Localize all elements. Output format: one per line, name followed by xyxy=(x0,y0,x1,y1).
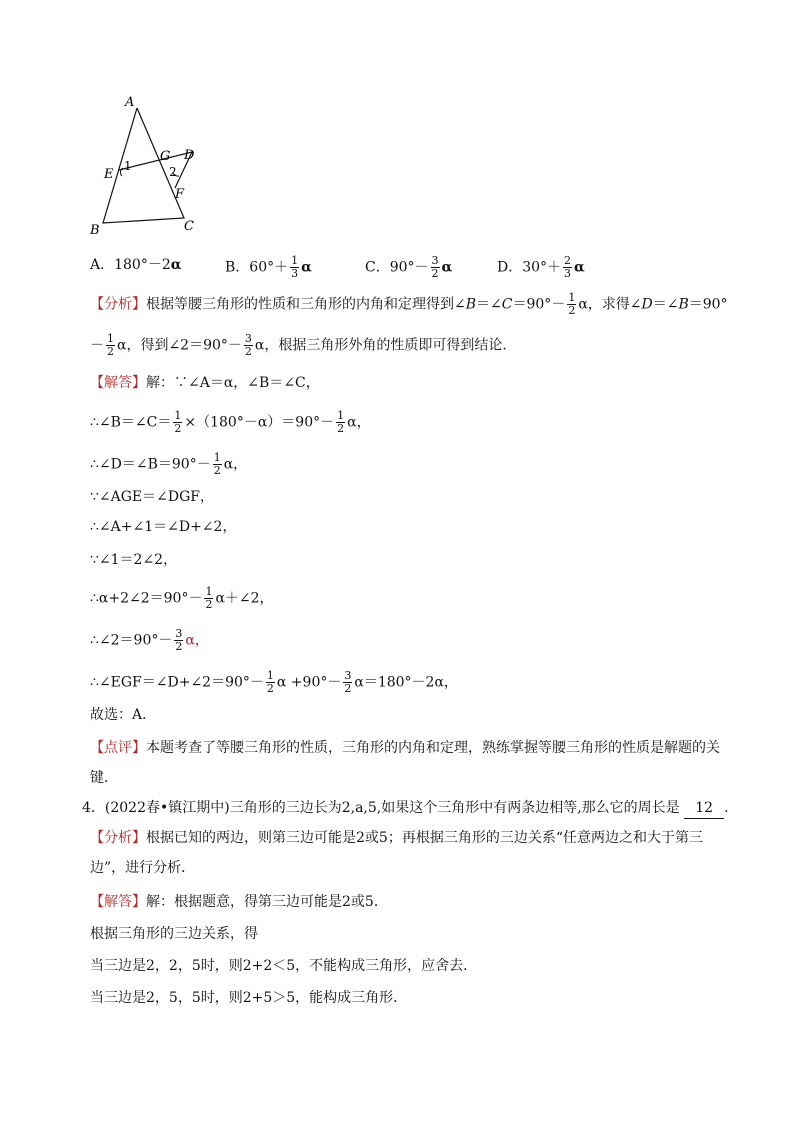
label-d: D xyxy=(184,148,195,163)
option-b-alpha: α xyxy=(301,259,312,276)
comment-tag: 【点评】 xyxy=(90,740,146,756)
option-d xyxy=(497,255,585,280)
comment-3-line-2: 键． xyxy=(90,770,118,786)
solution-3-line-2: ∴∠B＝∠C＝ $\frac{1}{2}$ ×（180°－α）＝90°－ $\frac{1}{2}$ α， xyxy=(90,409,371,435)
option-d-fraction: $\frac{2}{3}$ xyxy=(564,254,572,280)
option-a-alpha: α xyxy=(170,257,182,273)
option-a xyxy=(90,255,182,275)
option-b-text: B．60°＋ xyxy=(225,259,289,276)
analysis-3-line-2: － $\frac{1}{2}$ α，得到∠2＝90°－ $\frac{3}{2}$ α，根据三角形外角的性质即可得到结论． xyxy=(90,332,517,358)
solution-3-choice: 故选：A． xyxy=(90,707,157,723)
option-c-alpha: α xyxy=(441,259,453,276)
comment-3-line-1: 【点评】本题考查了等腰三角形的性质，三角形的内角和定理，熟练掌握等腰三角形的性质是解题的关 xyxy=(90,740,720,756)
label-f: F xyxy=(175,187,185,202)
solution-3-line-1: 【解答】解：∵∠A＝α，∠B＝∠C， xyxy=(90,375,320,391)
option-a-text: A．180°－2 xyxy=(90,257,171,273)
analysis-3-line-1: 【分析】根据等腰三角形的性质和三角形的内角和定理得到∠B＝∠C＝90°－ $\frac{1}{2}$ α，求得∠D＝∠B＝90° xyxy=(90,291,728,317)
solution-3-line-3: ∴∠D＝∠B＝90°－ $\frac{1}{2}$ α， xyxy=(90,451,248,477)
label-b: B xyxy=(90,223,100,238)
solution-tag: 【解答】 xyxy=(90,375,146,391)
solution-3-line-4: ∵∠AGE＝∠DGF， xyxy=(90,489,215,505)
solution-3-line-9: ∴∠EGF＝∠D+∠2＝90°－ $\frac{1}{2}$ α +90°－ $\frac{3}{2}$ α＝180°－2α， xyxy=(90,669,458,695)
option-b-fraction: $\frac{1}{3}$ xyxy=(291,254,299,280)
question-4: 4．(2022春•镇江期中)三角形的三边长为2,a,5,如果这个三角形中有两条边相等,那么它的周长是 12 ． xyxy=(82,798,738,819)
option-c xyxy=(365,255,452,280)
label-a: A xyxy=(125,95,135,110)
solution-tag: 【解答】 xyxy=(90,894,146,910)
option-b xyxy=(225,255,312,280)
answer-blank: 12 xyxy=(684,798,724,819)
solution-4-line-3: 当三边是2，2，5时，则2+2＜5，不能构成三角形，应舍去． xyxy=(90,958,478,974)
solution-3-line-6: ∵∠1＝2∠2， xyxy=(90,552,178,568)
solution-4-line-1: 【解答】解：根据题意，得第三边可能是2或5． xyxy=(90,894,388,910)
solution-4-line-4: 当三边是2，5，5时，则2+5＞5，能构成三角形． xyxy=(90,990,408,1006)
label-2: 2 xyxy=(169,165,177,179)
option-c-fraction: $\frac{3}{2}$ xyxy=(431,254,439,280)
option-d-text: D．30°＋ xyxy=(497,259,562,276)
analysis-tag: 【分析】 xyxy=(90,830,146,846)
label-e: E xyxy=(104,167,114,182)
solution-3-line-8: ∴∠2＝90°－ $\frac{3}{2}$ α， xyxy=(90,627,209,653)
analysis-4-line-2: 边”，进行分析． xyxy=(90,860,196,876)
solution-3-line-5: ∴∠A+∠1＝∠D+∠2， xyxy=(90,519,237,535)
solution-3-line-7: ∴α+2∠2＝90°－ $\frac{1}{2}$ α＋∠2， xyxy=(90,585,274,611)
label-g: G xyxy=(160,149,171,164)
triangle-figure xyxy=(85,90,215,240)
label-1: 1 xyxy=(124,159,132,173)
analysis-4-line-1: 【分析】根据已知的两边，则第三边可能是2或5；再根据三角形的三边关系“任意两边之和大于第三 xyxy=(90,830,703,846)
option-c-text: C．90°－ xyxy=(365,259,429,276)
solution-4-line-2: 根据三角形的三边关系，得 xyxy=(90,926,258,942)
analysis-tag: 【分析】 xyxy=(90,296,146,313)
label-c: C xyxy=(184,219,194,234)
option-d-alpha: α xyxy=(574,259,585,276)
